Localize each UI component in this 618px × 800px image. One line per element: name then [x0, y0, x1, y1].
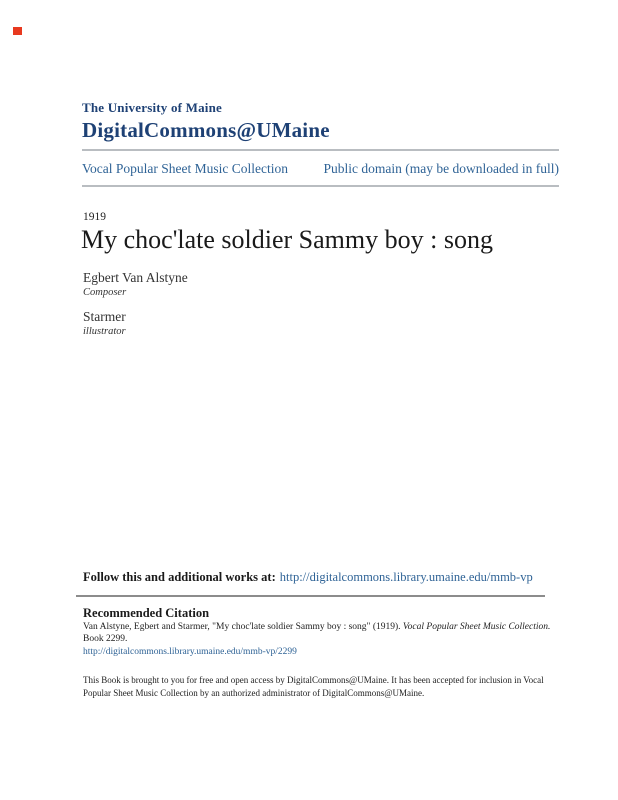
institution-name: The University of Maine [82, 100, 223, 115]
access-note-link[interactable]: Public domain (may be downloaded in full) [323, 161, 559, 176]
contributor-name: Egbert Van Alstyne [83, 270, 188, 285]
citation-segment-after: Book 2299. [83, 634, 128, 644]
contributor-role: Composer [83, 287, 127, 298]
contributor-role: illustrator [83, 326, 126, 337]
contributor-name: Starmer [83, 309, 126, 324]
collection-row [82, 161, 559, 177]
citation-url-link[interactable]: http://digitalcommons.library.umaine.edu/mmb-vp/2299 [83, 647, 297, 657]
citation-text [83, 621, 553, 658]
contributor-composer [83, 270, 188, 298]
contributor-illustrator [83, 309, 126, 337]
collection-link[interactable]: Vocal Popular Sheet Music Collection [82, 161, 288, 176]
follow-works-label: Follow this and additional works at: [83, 570, 276, 584]
follow-works-line [83, 570, 563, 585]
access-statement: This Book is brought to you for free and open access by DigitalCommons@UMaine. It has been accepted for inclusion in Vocal Popular Sheet Music Collection by an authorized administrator of DigitalCommons@UMaine. [83, 675, 544, 698]
collection-url-link[interactable]: http://digitalcommons.library.umaine.edu/mmb-vp [279, 570, 533, 584]
red-scan-marker [13, 27, 22, 35]
publication-year: 1919 [83, 211, 106, 223]
divider-under-collection [82, 185, 559, 187]
citation-collection-italic: Vocal Popular Sheet Music Collection. [402, 622, 551, 632]
citation-segment-before: Van Alstyne, Egbert and Starmer, "My choc'late soldier Sammy boy : song" (1919). [83, 622, 403, 632]
repository-name: DigitalCommons@UMaine [82, 118, 330, 142]
divider-top [82, 149, 559, 151]
site-header [82, 100, 330, 143]
work-title: My choc'late soldier Sammy boy : song [81, 225, 493, 254]
recommended-citation-heading: Recommended Citation [83, 606, 210, 620]
divider-above-citation [76, 595, 545, 597]
